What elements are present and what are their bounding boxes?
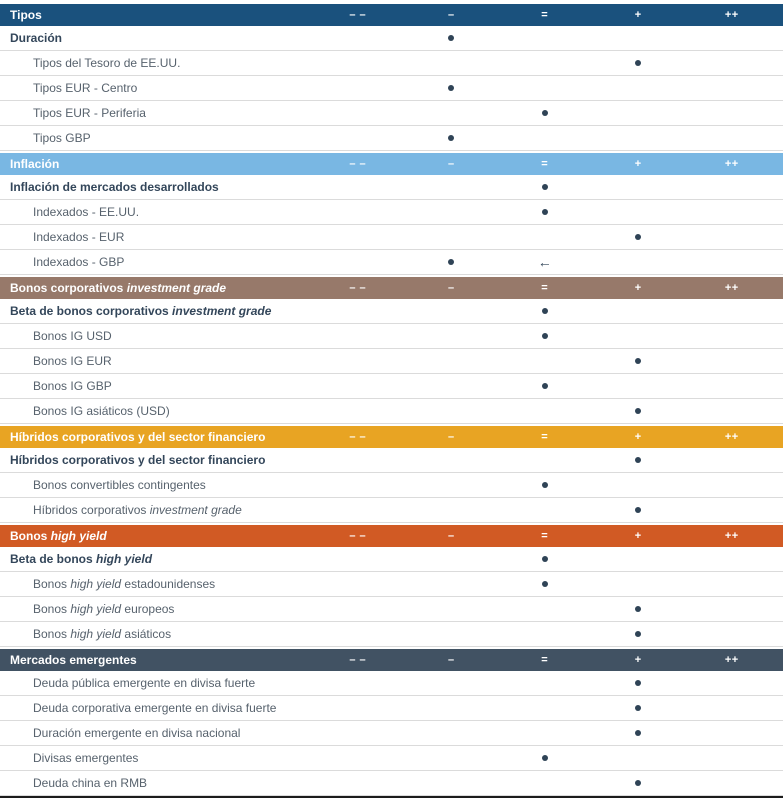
row-label-text: Híbridos corporativos y del sector financiero bbox=[10, 453, 266, 467]
row-label-text: Bonos IG asiáticos (USD) bbox=[33, 404, 170, 418]
rating-cell bbox=[592, 721, 686, 745]
rating-cell bbox=[685, 26, 779, 50]
rating-dot bbox=[542, 383, 548, 389]
rating-cell bbox=[405, 26, 499, 50]
rating-cell bbox=[685, 671, 779, 695]
rating-cell bbox=[592, 76, 686, 100]
row-label-text: Tipos EUR - Centro bbox=[33, 81, 138, 95]
rating-cell bbox=[311, 51, 405, 75]
rating-cell bbox=[405, 299, 499, 323]
rating-cell bbox=[685, 721, 779, 745]
rating-cell bbox=[592, 498, 686, 522]
rating-cell bbox=[592, 299, 686, 323]
rating-cell bbox=[311, 771, 405, 795]
column-header: ++ bbox=[724, 530, 739, 542]
column-header: = bbox=[541, 158, 549, 170]
rating-cell bbox=[498, 374, 592, 398]
rating-cell bbox=[685, 771, 779, 795]
rating-cell bbox=[405, 572, 499, 596]
rating-dot bbox=[448, 259, 454, 265]
table-row bbox=[0, 721, 783, 746]
rating-dot bbox=[635, 234, 641, 240]
column-header: – – bbox=[349, 9, 367, 21]
rating-dot bbox=[635, 60, 641, 66]
rating-cell bbox=[592, 349, 686, 373]
rating-cell bbox=[405, 498, 499, 522]
column-header: – – bbox=[349, 654, 367, 666]
rating-cell bbox=[311, 126, 405, 150]
rating-cell bbox=[498, 771, 592, 795]
table-row bbox=[0, 225, 783, 250]
row-label-text: Bonos bbox=[33, 602, 71, 616]
rating-cell bbox=[311, 572, 405, 596]
column-header: ++ bbox=[724, 431, 739, 443]
rating-cell bbox=[498, 448, 592, 472]
rating-cell bbox=[498, 324, 592, 348]
rating-cell bbox=[498, 746, 592, 770]
rating-cell bbox=[405, 721, 499, 745]
rating-cell bbox=[405, 51, 499, 75]
rating-cell bbox=[405, 175, 499, 199]
rating-cell bbox=[405, 349, 499, 373]
rating-cell bbox=[405, 225, 499, 249]
rating-cell bbox=[311, 299, 405, 323]
row-label-text: Beta de bonos bbox=[10, 552, 97, 566]
section-title-text: Tipos bbox=[10, 8, 42, 22]
table-row bbox=[0, 26, 783, 51]
rating-dot bbox=[635, 705, 641, 711]
column-header: + bbox=[634, 654, 642, 666]
column-header: = bbox=[541, 282, 549, 294]
rating-dot bbox=[635, 631, 641, 637]
row-label-text: asiáticos bbox=[121, 627, 172, 641]
rating-cell bbox=[592, 696, 686, 720]
column-header: – bbox=[447, 9, 455, 21]
rating-cell bbox=[685, 696, 779, 720]
rating-cell bbox=[311, 473, 405, 497]
rating-cell bbox=[592, 126, 686, 150]
rating-cell bbox=[685, 250, 779, 274]
table-row bbox=[0, 473, 783, 498]
rating-cell bbox=[405, 200, 499, 224]
rating-cell bbox=[685, 349, 779, 373]
rating-dot bbox=[542, 308, 548, 314]
rating-cell bbox=[311, 721, 405, 745]
section-header bbox=[0, 426, 783, 448]
table-row bbox=[0, 76, 783, 101]
rating-dot bbox=[635, 507, 641, 513]
row-label bbox=[0, 478, 311, 492]
rating-cell bbox=[592, 771, 686, 795]
rating-cell bbox=[685, 448, 779, 472]
column-header: = bbox=[541, 530, 549, 542]
table-row bbox=[0, 374, 783, 399]
rating-cell bbox=[498, 547, 592, 571]
rating-cell bbox=[405, 101, 499, 125]
rating-cell bbox=[498, 399, 592, 423]
rating-cell bbox=[498, 498, 592, 522]
rating-cell bbox=[592, 547, 686, 571]
rating-cell bbox=[311, 225, 405, 249]
row-label bbox=[0, 106, 311, 120]
rating-dot bbox=[542, 333, 548, 339]
section-header bbox=[0, 153, 783, 175]
rating-cell bbox=[311, 76, 405, 100]
rating-cell bbox=[592, 473, 686, 497]
row-label-text: Deuda china en RMB bbox=[33, 776, 148, 790]
rating-cell bbox=[685, 498, 779, 522]
rating-cell bbox=[311, 498, 405, 522]
rating-dot bbox=[635, 457, 641, 463]
section-title bbox=[0, 430, 311, 444]
rating-cell bbox=[592, 597, 686, 621]
row-label bbox=[0, 627, 311, 641]
row-label bbox=[0, 379, 311, 393]
rating-cell bbox=[685, 622, 779, 646]
rating-cell bbox=[498, 101, 592, 125]
column-header: – – bbox=[349, 158, 367, 170]
table-row bbox=[0, 299, 783, 324]
rating-cell bbox=[592, 101, 686, 125]
rating-cell bbox=[311, 448, 405, 472]
row-label-text: Híbridos corporativos bbox=[33, 503, 150, 517]
table-row bbox=[0, 200, 783, 225]
rating-cell bbox=[592, 175, 686, 199]
row-label-text: estadounidenses bbox=[121, 577, 216, 591]
row-label bbox=[0, 56, 311, 70]
row-label-text: Tipos del Tesoro de EE.UU. bbox=[33, 56, 181, 70]
row-label-text: Bonos IG USD bbox=[33, 329, 112, 343]
rating-cell bbox=[685, 597, 779, 621]
rating-cell bbox=[405, 622, 499, 646]
row-label bbox=[0, 676, 311, 690]
row-label bbox=[0, 701, 311, 715]
rating-cell bbox=[685, 399, 779, 423]
rating-cell bbox=[685, 200, 779, 224]
rating-cell bbox=[405, 671, 499, 695]
column-header: – bbox=[447, 431, 455, 443]
asset-allocation-table bbox=[0, 4, 783, 798]
table-row bbox=[0, 696, 783, 721]
row-label-text: europeos bbox=[121, 602, 175, 616]
rating-dot bbox=[542, 184, 548, 190]
rating-cell bbox=[498, 696, 592, 720]
table-row bbox=[0, 746, 783, 771]
row-label-text: Inflación de mercados desarrollados bbox=[10, 180, 219, 194]
rating-cell bbox=[498, 349, 592, 373]
rating-cell bbox=[405, 76, 499, 100]
rating-cell bbox=[685, 126, 779, 150]
rating-cell bbox=[592, 250, 686, 274]
row-label bbox=[0, 404, 311, 418]
rating-cell bbox=[405, 473, 499, 497]
rating-cell bbox=[405, 448, 499, 472]
rating-cell bbox=[498, 473, 592, 497]
rating-cell bbox=[311, 597, 405, 621]
column-header: – bbox=[447, 530, 455, 542]
rating-cell bbox=[498, 76, 592, 100]
rating-cell bbox=[685, 101, 779, 125]
row-label bbox=[0, 503, 311, 517]
rating-cell bbox=[405, 597, 499, 621]
rating-dot bbox=[635, 780, 641, 786]
table-row bbox=[0, 671, 783, 696]
row-label-text: investment grade bbox=[149, 503, 242, 517]
rating-cell bbox=[592, 324, 686, 348]
row-label bbox=[0, 131, 311, 145]
section-title bbox=[0, 281, 311, 295]
rating-cell bbox=[498, 572, 592, 596]
column-header: + bbox=[634, 530, 642, 542]
table-row bbox=[0, 101, 783, 126]
rating-cell bbox=[685, 299, 779, 323]
row-label-text: Beta de bonos corporativos bbox=[10, 304, 173, 318]
rating-dot bbox=[542, 110, 548, 116]
row-label bbox=[0, 776, 311, 790]
column-header: – – bbox=[349, 282, 367, 294]
column-header: = bbox=[541, 431, 549, 443]
section-header bbox=[0, 649, 783, 671]
rating-cell bbox=[498, 200, 592, 224]
row-label bbox=[0, 304, 311, 318]
row-label-text: Duración bbox=[10, 31, 63, 45]
column-header: + bbox=[634, 282, 642, 294]
rating-cell bbox=[405, 399, 499, 423]
row-label bbox=[0, 552, 311, 566]
row-label bbox=[0, 31, 311, 45]
rating-cell bbox=[592, 572, 686, 596]
rating-cell bbox=[498, 299, 592, 323]
row-label-text: investment grade bbox=[172, 304, 272, 318]
rating-cell bbox=[311, 250, 405, 274]
rating-dot bbox=[635, 358, 641, 364]
rating-cell bbox=[311, 26, 405, 50]
row-label-text: high yield bbox=[70, 577, 122, 591]
table-row bbox=[0, 324, 783, 349]
rating-cell bbox=[405, 547, 499, 571]
rating-dot bbox=[542, 209, 548, 215]
row-label-text: Duración emergente en divisa nacional bbox=[33, 726, 241, 740]
row-label bbox=[0, 453, 311, 467]
section-title bbox=[0, 8, 311, 22]
rating-cell bbox=[311, 622, 405, 646]
table-row bbox=[0, 448, 783, 473]
row-label bbox=[0, 577, 311, 591]
row-label-text: Bonos IG EUR bbox=[33, 354, 112, 368]
column-header: + bbox=[634, 9, 642, 21]
table-row bbox=[0, 175, 783, 200]
column-header: – – bbox=[349, 431, 367, 443]
row-label-text: Bonos IG GBP bbox=[33, 379, 112, 393]
table-row bbox=[0, 126, 783, 151]
table-row bbox=[0, 399, 783, 424]
rating-cell bbox=[592, 51, 686, 75]
rating-cell bbox=[592, 26, 686, 50]
rating-dot bbox=[635, 606, 641, 612]
rating-cell bbox=[592, 448, 686, 472]
row-label-text: Divisas emergentes bbox=[33, 751, 139, 765]
section-title-text: Bonos corporativos bbox=[10, 281, 127, 295]
section-title-text: Híbridos corporativos y del sector financiero bbox=[10, 430, 266, 444]
rating-dot bbox=[448, 35, 454, 41]
section-header bbox=[0, 525, 783, 547]
column-header: ++ bbox=[724, 9, 739, 21]
row-label-text: Tipos EUR - Periferia bbox=[33, 106, 146, 120]
column-header: ++ bbox=[724, 654, 739, 666]
rating-dot bbox=[635, 730, 641, 736]
row-label-text: Bonos convertibles contingentes bbox=[33, 478, 206, 492]
row-label-text: Indexados - EE.UU. bbox=[33, 205, 140, 219]
rating-cell bbox=[592, 622, 686, 646]
rating-cell bbox=[498, 597, 592, 621]
table-row bbox=[0, 498, 783, 523]
column-header: – bbox=[447, 654, 455, 666]
row-label-text: Bonos bbox=[33, 627, 71, 641]
row-label-text: high yield bbox=[96, 552, 153, 566]
table-row bbox=[0, 622, 783, 647]
table-row bbox=[0, 771, 783, 796]
rating-cell bbox=[311, 746, 405, 770]
rating-cell bbox=[685, 547, 779, 571]
row-label bbox=[0, 180, 311, 194]
rating-cell bbox=[498, 175, 592, 199]
rating-cell bbox=[311, 374, 405, 398]
section-title-text: Mercados emergentes bbox=[10, 653, 137, 667]
rating-cell bbox=[592, 200, 686, 224]
rating-cell bbox=[498, 671, 592, 695]
change-arrow-icon: ← bbox=[537, 254, 552, 270]
rating-dot bbox=[635, 680, 641, 686]
row-label-text: Deuda corporativa emergente en divisa fuerte bbox=[33, 701, 277, 715]
rating-cell bbox=[311, 399, 405, 423]
table-row bbox=[0, 250, 783, 275]
row-label bbox=[0, 354, 311, 368]
table-row bbox=[0, 597, 783, 622]
rating-dot bbox=[542, 556, 548, 562]
column-header: – bbox=[447, 158, 455, 170]
rating-cell bbox=[311, 200, 405, 224]
rating-cell bbox=[498, 51, 592, 75]
row-label-text: high yield bbox=[70, 627, 122, 641]
section-title-text: investment grade bbox=[126, 281, 227, 295]
section-title bbox=[0, 529, 311, 543]
rating-cell bbox=[685, 175, 779, 199]
row-label bbox=[0, 255, 311, 269]
column-header: ++ bbox=[724, 282, 739, 294]
section-title bbox=[0, 157, 311, 171]
section-header bbox=[0, 277, 783, 299]
rating-cell bbox=[405, 771, 499, 795]
rating-cell bbox=[311, 349, 405, 373]
section-title-text: high yield bbox=[50, 529, 107, 543]
rating-cell bbox=[592, 374, 686, 398]
rating-cell bbox=[405, 374, 499, 398]
rating-cell bbox=[592, 399, 686, 423]
row-label bbox=[0, 205, 311, 219]
rating-cell bbox=[311, 547, 405, 571]
rating-cell bbox=[498, 622, 592, 646]
column-header: = bbox=[541, 9, 549, 21]
rating-dot bbox=[448, 135, 454, 141]
row-label-text: Bonos bbox=[33, 577, 71, 591]
rating-cell bbox=[685, 76, 779, 100]
rating-cell bbox=[498, 126, 592, 150]
rating-cell bbox=[685, 746, 779, 770]
rating-dot bbox=[542, 755, 548, 761]
section-header bbox=[0, 4, 783, 26]
rating-cell bbox=[498, 721, 592, 745]
table-row bbox=[0, 547, 783, 572]
row-label bbox=[0, 81, 311, 95]
section-title bbox=[0, 653, 311, 667]
rating-cell bbox=[405, 126, 499, 150]
rating-cell bbox=[685, 51, 779, 75]
column-header: + bbox=[634, 158, 642, 170]
rating-dot bbox=[635, 408, 641, 414]
row-label-text: high yield bbox=[70, 602, 122, 616]
section-title-text: Bonos bbox=[10, 529, 51, 543]
rating-dot bbox=[542, 581, 548, 587]
rating-cell bbox=[498, 26, 592, 50]
row-label-text: Indexados - GBP bbox=[33, 255, 125, 269]
row-label bbox=[0, 726, 311, 740]
rating-cell bbox=[685, 324, 779, 348]
rating-cell bbox=[311, 696, 405, 720]
row-label bbox=[0, 602, 311, 616]
rating-cell bbox=[685, 473, 779, 497]
rating-cell bbox=[405, 696, 499, 720]
row-label bbox=[0, 751, 311, 765]
column-header: = bbox=[541, 654, 549, 666]
row-label bbox=[0, 230, 311, 244]
row-label-text: Indexados - EUR bbox=[33, 230, 125, 244]
column-header: + bbox=[634, 431, 642, 443]
rating-cell bbox=[311, 101, 405, 125]
column-header: – bbox=[447, 282, 455, 294]
rating-cell bbox=[311, 671, 405, 695]
row-label bbox=[0, 329, 311, 343]
row-label-text: Tipos GBP bbox=[33, 131, 91, 145]
table-row bbox=[0, 349, 783, 374]
rating-cell bbox=[592, 671, 686, 695]
rating-cell bbox=[405, 324, 499, 348]
rating-cell bbox=[685, 374, 779, 398]
row-label-text: Deuda pública emergente en divisa fuerte bbox=[33, 676, 256, 690]
rating-cell bbox=[311, 324, 405, 348]
rating-cell bbox=[498, 225, 592, 249]
column-header: – – bbox=[349, 530, 367, 542]
rating-dot bbox=[448, 85, 454, 91]
rating-cell bbox=[685, 225, 779, 249]
rating-cell bbox=[405, 746, 499, 770]
rating-cell bbox=[592, 746, 686, 770]
rating-cell bbox=[685, 572, 779, 596]
table-row bbox=[0, 51, 783, 76]
table-row bbox=[0, 572, 783, 597]
column-header: ++ bbox=[724, 158, 739, 170]
section-title-text: Inflación bbox=[10, 157, 60, 171]
rating-cell bbox=[405, 250, 499, 274]
rating-cell bbox=[592, 225, 686, 249]
rating-dot bbox=[542, 482, 548, 488]
rating-cell bbox=[311, 175, 405, 199]
rating-cell bbox=[498, 250, 592, 274]
